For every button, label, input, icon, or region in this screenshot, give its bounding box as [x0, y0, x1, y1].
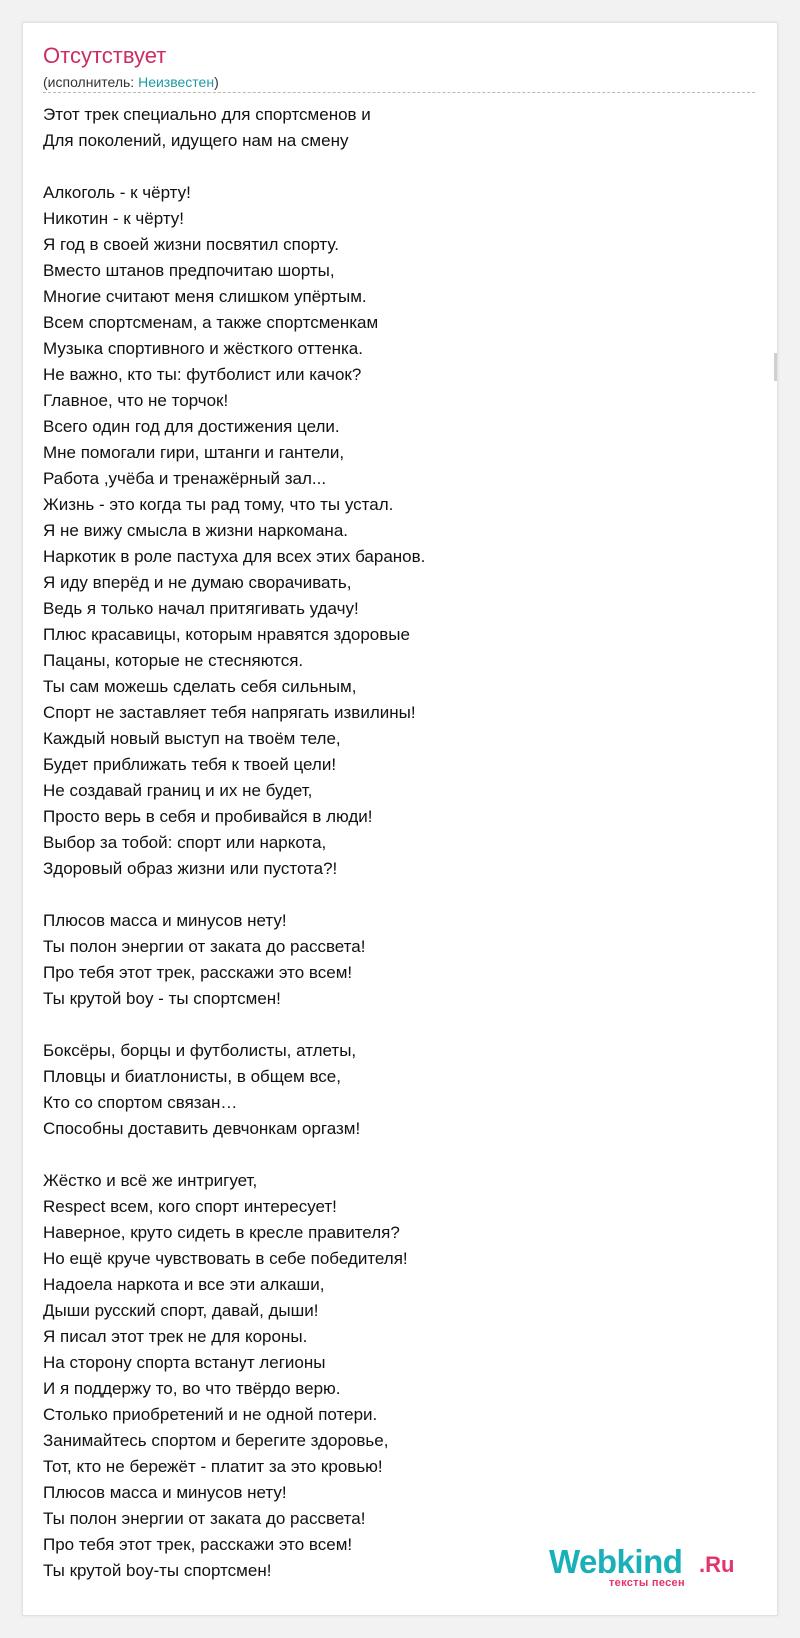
lyrics-line: Но ещё круче чувствовать в себе победителя! [43, 1249, 408, 1268]
lyrics-line: Плюсов масса и минусов нету! [43, 1483, 287, 1502]
lyrics-line: Я год в своей жизни посвятил спорту. [43, 235, 339, 254]
lyrics-line: Я не вижу смысла в жизни наркомана. [43, 521, 348, 540]
lyrics-line: Жёстко и всё же интригует, [43, 1171, 258, 1190]
lyrics-card [22, 22, 778, 1616]
lyrics-line: Не важно, кто ты: футболист или качок? [43, 365, 362, 384]
lyrics-line: Я иду вперёд и не думаю сворачивать, [43, 573, 352, 592]
lyrics-stanza [43, 908, 743, 1012]
lyrics-line: Столько приобретений и не одной потери. [43, 1405, 378, 1424]
lyrics-text [43, 102, 743, 1610]
lyrics-line: Кто со спортом связан… [43, 1093, 238, 1112]
lyrics-line: Работа ,учёба и тренажёрный зал... [43, 469, 327, 488]
lyrics-line: Здоровый образ жизни или пустота?! [43, 859, 338, 878]
lyrics-line: Наркотик в роле пастуха для всех этих баранов. [43, 547, 426, 566]
lyrics-line: Жизнь - это когда ты рад тому, что ты устал. [43, 495, 394, 514]
lyrics-line: Наверное, круто сидеть в кресле правителя? [43, 1223, 400, 1242]
lyrics-line: Ты полон энергии от заката до рассвета! [43, 1509, 366, 1528]
lyrics-line: Ты полон энергии от заката до рассвета! [43, 937, 366, 956]
lyrics-line: Всем спортсменам, а также спортсменкам [43, 313, 379, 332]
lyrics-line: Плюсов масса и минусов нету! [43, 911, 287, 930]
lyrics-line: Каждый новый выступ на твоём теле, [43, 729, 341, 748]
lyrics-line: Дыши русский спорт, давай, дыши! [43, 1301, 319, 1320]
lyrics-line: Боксёры, борцы и футболисты, атлеты, [43, 1041, 357, 1060]
performer-link[interactable]: Неизвестен [138, 74, 215, 90]
lyrics-line: Я писал этот трек не для короны. [43, 1327, 308, 1346]
site-logo[interactable] [549, 1543, 739, 1587]
lyrics-line: Для поколений, идущего нам на смену [43, 131, 349, 150]
dotted-divider [43, 92, 755, 93]
performer-line [43, 74, 219, 90]
lyrics-line: Надоела наркота и все эти алкаши, [43, 1275, 325, 1294]
lyrics-line: Пацаны, которые не стесняются. [43, 651, 304, 670]
lyrics-line: Главное, что не торчок! [43, 391, 229, 410]
lyrics-line: Про тебя этот трек, расскажи это всем! [43, 1535, 353, 1554]
lyrics-line: Алкоголь - к чёрту! [43, 183, 191, 202]
lyrics-line: Ведь я только начал притягивать удачу! [43, 599, 359, 618]
lyrics-line: Пловцы и биатлонисты, в общем все, [43, 1067, 341, 1086]
lyrics-line: Музыка спортивного и жёсткого оттенка. [43, 339, 363, 358]
lyrics-line: Просто верь в себя и пробивайся в люди! [43, 807, 373, 826]
lyrics-line: Будет приближать тебя к твоей цели! [43, 755, 337, 774]
logo-tagline: тексты песен [609, 1577, 685, 1589]
lyrics-line: Плюс красавицы, которым нравятся здоровые [43, 625, 410, 644]
performer-prefix: (исполнитель: [43, 74, 139, 90]
lyrics-line: И я поддержу то, во что твёрдо верю. [43, 1379, 341, 1398]
lyrics-stanza [43, 1038, 743, 1142]
lyrics-line: Никотин - к чёрту! [43, 209, 185, 228]
lyrics-line: Выбор за тобой: спорт или наркота, [43, 833, 327, 852]
performer-suffix: ) [214, 74, 219, 90]
lyrics-line: Про тебя этот трек, расскажи это всем! [43, 963, 353, 982]
lyrics-line: Не создавай границ и их не будет, [43, 781, 313, 800]
lyrics-line: Вместо штанов предпочитаю шорты, [43, 261, 335, 280]
lyrics-line: Многие считают меня слишком упёртым. [43, 287, 367, 306]
logo-tld: .Ru [699, 1552, 735, 1577]
lyrics-line: Ты крутой boy-ты спортсмен! [43, 1561, 272, 1580]
song-title: Отсутствует [43, 43, 167, 68]
lyrics-stanza [43, 180, 743, 882]
logo-wordmark: Webkind [549, 1543, 683, 1580]
lyrics-line: На сторону спорта встанут легионы [43, 1353, 326, 1372]
lyrics-line: Мне помогали гири, штанги и гантели, [43, 443, 345, 462]
lyrics-line: Тот, кто не бережёт - платит за это кровью! [43, 1457, 383, 1476]
lyrics-stanza [43, 102, 743, 154]
scroll-indicator [774, 353, 777, 381]
lyrics-line: Ты сам можешь сделать себя сильным, [43, 677, 357, 696]
lyrics-line: Занимайтесь спортом и берегите здоровье, [43, 1431, 389, 1450]
lyrics-line: Ты крутой boy - ты спортсмен! [43, 989, 281, 1008]
lyrics-line: Этот трек специально для спортсменов и [43, 105, 371, 124]
lyrics-stanza [43, 1168, 743, 1584]
lyrics-line: Respect всем, кого спорт интересует! [43, 1197, 337, 1216]
lyrics-line: Всего один год для достижения цели. [43, 417, 340, 436]
lyrics-line: Спорт не заставляет тебя напрягать извилины! [43, 703, 416, 722]
lyrics-line: Способны доставить девчонкам оргазм! [43, 1119, 361, 1138]
